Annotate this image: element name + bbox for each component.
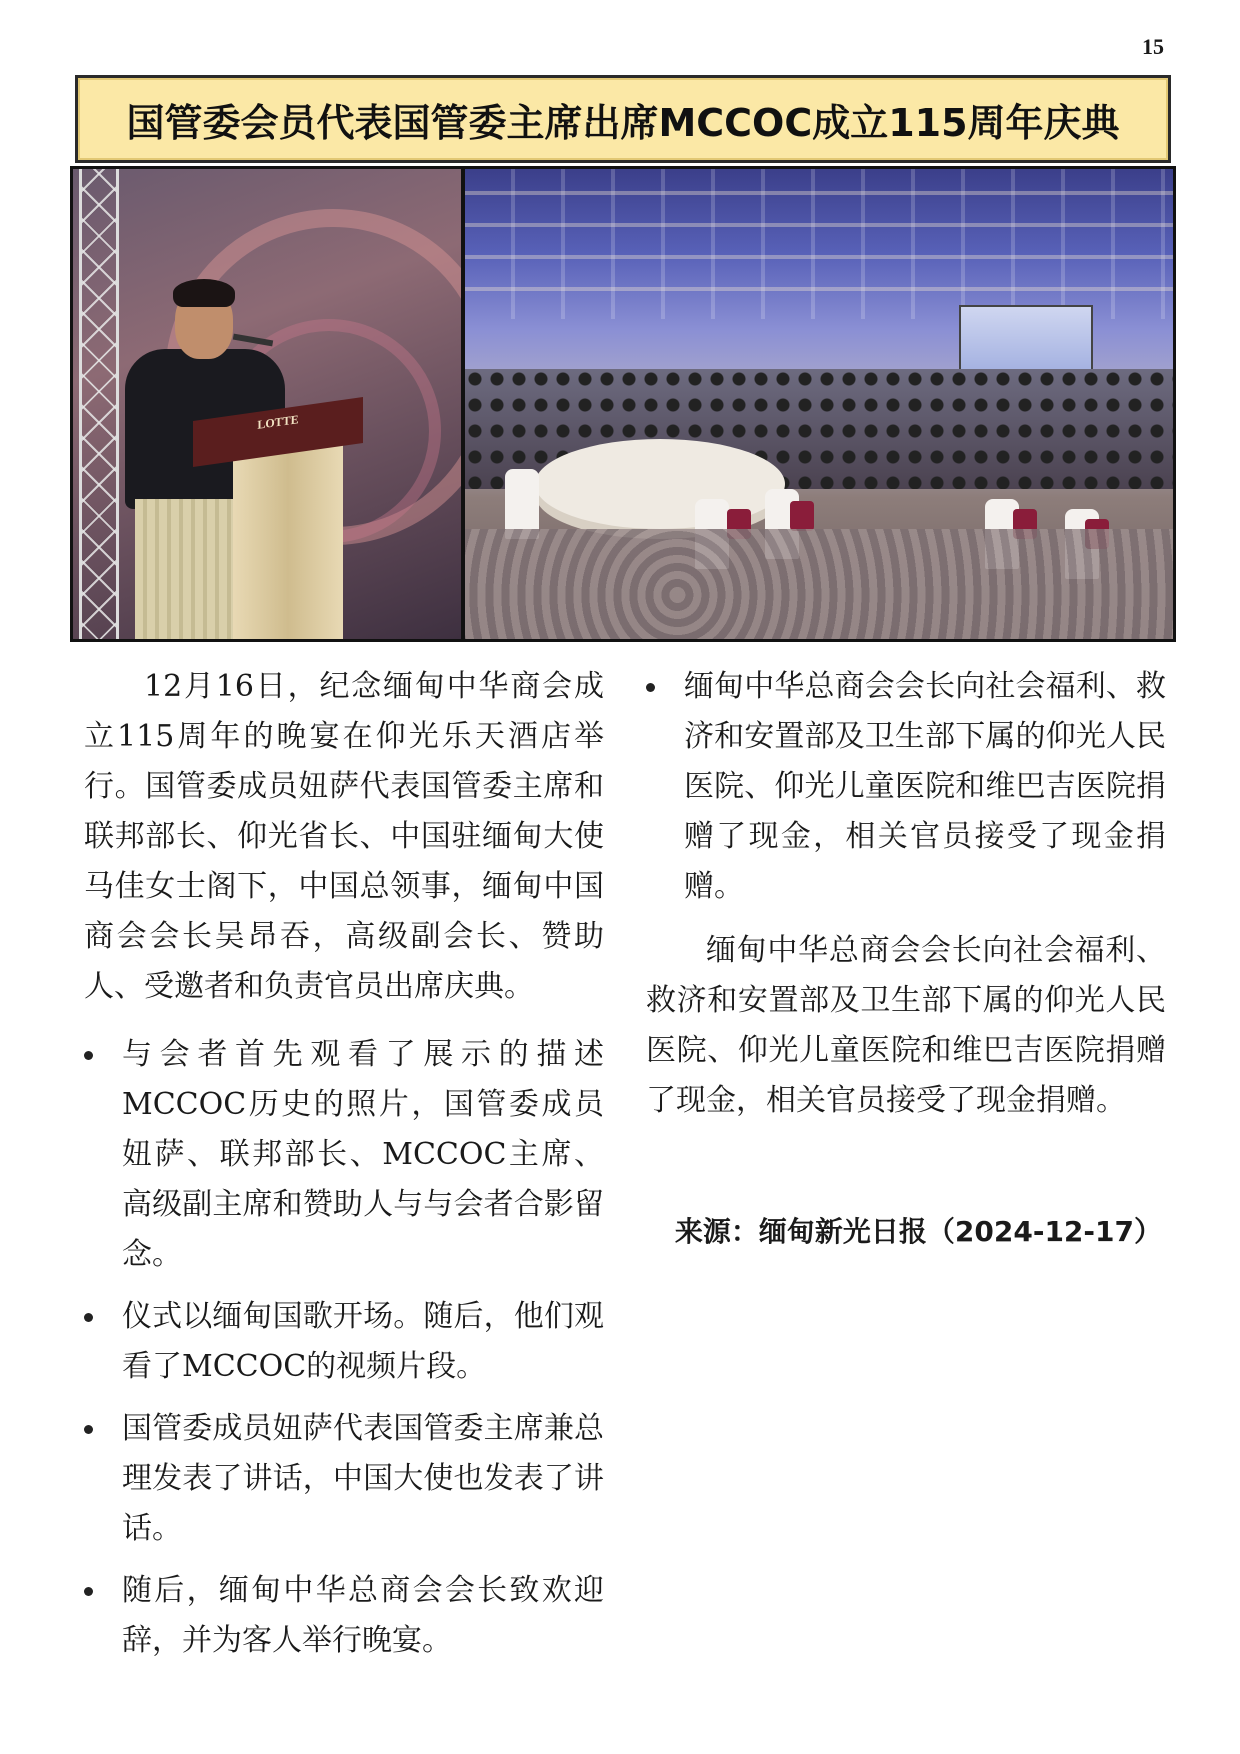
speaker-photo [73, 169, 461, 639]
podium [233, 439, 343, 639]
list-item [84, 1404, 604, 1554]
list-item [84, 1030, 604, 1280]
bullet-text: 与会者首先观看了展示的描述MCCOC历史的照片，国管委成员妞萨、联邦部长、MCCOC主席、高级副主席和赞助人与与会者合影留念。 [122, 1037, 604, 1272]
list-item [84, 1292, 604, 1392]
donation-paragraph: 缅甸中华总商会会长向社会福利、救济和安置部及卫生部下属的仰光人民医院、仰光儿童医院和维巴吉医院捐赠了现金，相关官员接受了现金捐赠。 [646, 933, 1166, 1118]
projection-screen [959, 305, 1093, 379]
right-bullet-list [646, 662, 1166, 912]
bullet-dot-icon [84, 1313, 93, 1322]
podium-logo: LOTTE [257, 412, 299, 432]
left-column [84, 662, 604, 1678]
list-item [84, 1566, 604, 1666]
bullet-dot-icon [84, 1587, 93, 1596]
source-credit: 来源：缅甸新光日报（2024-12-17） [674, 1215, 1162, 1248]
headline-title: 国管委会员代表国管委主席出席MCCOC成立115周年庆典 [126, 100, 1120, 145]
patterned-carpet [465, 529, 1173, 639]
bullet-text: 仪式以缅甸国歌开场。随后，他们观看了MCCOC的视频片段。 [122, 1299, 604, 1384]
stage-truss [79, 169, 119, 639]
intro-paragraph: 12月16日，纪念缅甸中华商会成立115周年的晚宴在仰光乐天酒店举行。国管委成员妞萨代表国管委主席和联邦部长、仰光省长、中国驻缅甸大使马佳女士阁下，中国总领事，缅甸中国商会会长吴昂吞，高级副会长、赞助人、受邀者和负责官员出席庆典。 [84, 669, 604, 1004]
list-item [646, 662, 1166, 912]
banquet-photo [465, 169, 1173, 639]
bullet-text: 随后，缅甸中华总商会会长致欢迎辞，并为客人举行晚宴。 [122, 1573, 604, 1658]
bullet-dot-icon [646, 683, 655, 692]
bullet-text: 国管委成员妞萨代表国管委主席兼总理发表了讲话，中国大使也发表了讲话。 [122, 1411, 604, 1546]
ballroom-ceiling [465, 169, 1173, 319]
bullet-dot-icon [84, 1425, 93, 1434]
left-bullet-list [84, 1030, 604, 1666]
chair-bow [790, 501, 814, 531]
page-number: 15 [1142, 34, 1164, 59]
headline-banner [75, 75, 1171, 163]
speaker-hair [173, 279, 235, 307]
bullet-dot-icon [84, 1051, 93, 1060]
bullet-text: 缅甸中华总商会会长向社会福利、救济和安置部及卫生部下属的仰光人民医院、仰光儿童医院和维巴吉医院捐赠了现金，相关官员接受了现金捐赠。 [684, 669, 1166, 904]
photo-frame [70, 166, 1176, 642]
right-column [646, 662, 1166, 1126]
